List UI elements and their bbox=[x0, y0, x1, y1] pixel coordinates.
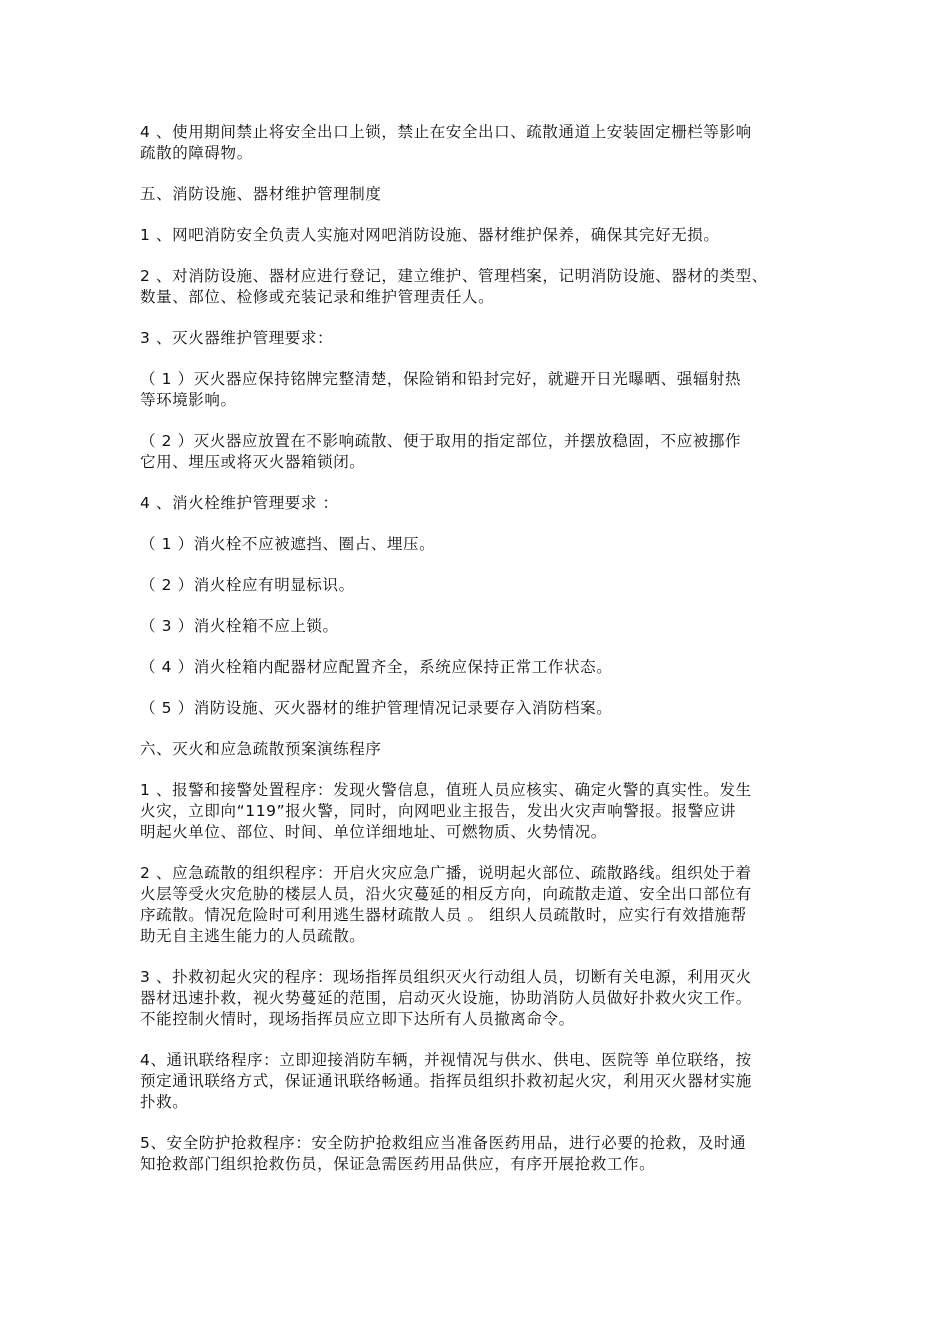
paragraph-line: （ 3 ）消火栓箱不应上锁。 bbox=[140, 617, 339, 635]
paragraph-line: 等环境影响。 bbox=[140, 391, 237, 409]
paragraph-line: 3 、扑救初起火灾的程序：现场指挥员组织灭火行动组人员，切断有关电源，利用灭火 bbox=[140, 968, 752, 986]
paragraph bbox=[140, 698, 830, 719]
paragraph-line: 六、灭火和应急疏散预案演练程序 bbox=[140, 740, 382, 758]
paragraph-line: 预定通讯联络方式，保证通讯联络畅通。指挥员组织扑救初起火灾，利用灭火器材实施 bbox=[140, 1072, 752, 1090]
paragraph-line: （ 5 ）消防设施、灭火器材的维护管理情况记录要存入消防档案。 bbox=[140, 699, 613, 717]
paragraph-line: 2 、对消防设施、器材应进行登记，建立维护、管理档案，记明消防设施、器材的类型、 bbox=[140, 267, 768, 285]
paragraph bbox=[140, 967, 830, 1030]
paragraph-line: 5、安全防护抢救程序：安全防护抢救组应当准备医药用品，进行必要的抢救，及时通 bbox=[140, 1134, 747, 1152]
paragraph bbox=[140, 369, 830, 411]
paragraph-line: （ 1 ）灭火器应保持铭牌完整清楚，保险销和铅封完好，就避开日光曝晒、强辐射热 bbox=[140, 370, 742, 388]
paragraph-line: 明起火单位、部位、时间、单位详细地址、可燃物质、火势情况。 bbox=[140, 823, 607, 841]
paragraph-line: 助无自主逃生能力的人员疏散。 bbox=[140, 927, 366, 945]
paragraph-line: 疏散的障碍物。 bbox=[140, 144, 253, 162]
paragraph-line: 1 、网吧消防安全负责人实施对网吧消防设施、器材维护保养，确保其完好无损。 bbox=[140, 226, 720, 244]
document-body bbox=[140, 122, 830, 1195]
paragraph bbox=[140, 739, 830, 760]
paragraph-line: 2 、应急疏散的组织程序：开启火灾应急广播，说明起火部位、疏散路线。组织处于着 bbox=[140, 864, 752, 882]
paragraph bbox=[140, 616, 830, 637]
paragraph-line: 4 、消火栓维护管理要求 ： bbox=[140, 494, 339, 512]
paragraph-line: 器材迅速扑救，视火势蔓延的范围，启动灭火设施，协助消防人员做好扑救火灾工作。 bbox=[140, 989, 752, 1007]
paragraph bbox=[140, 122, 830, 164]
paragraph bbox=[140, 184, 830, 205]
paragraph-line: 4 、使用期间禁止将安全出口上锁，禁止在安全出口、疏散通道上安装固定栅栏等影响 bbox=[140, 123, 752, 141]
paragraph bbox=[140, 493, 830, 514]
paragraph-line: 数量、部位、检修或充装记录和维护管理责任人。 bbox=[140, 288, 495, 306]
paragraph bbox=[140, 863, 830, 947]
paragraph-line: （ 4 ）消火栓箱内配器材应配置齐全，系统应保持正常工作状态。 bbox=[140, 658, 613, 676]
paragraph-line: （ 2 ）灭火器应放置在不影响疏散、便于取用的指定部位，并摆放稳固，不应被挪作 bbox=[140, 432, 742, 450]
paragraph bbox=[140, 534, 830, 555]
paragraph-line: 火层等受火灾危胁的楼层人员，沿火灾蔓延的相反方向，向疏散走道、安全出口部位有 bbox=[140, 885, 752, 903]
paragraph bbox=[140, 328, 830, 349]
paragraph bbox=[140, 225, 830, 246]
paragraph bbox=[140, 575, 830, 596]
paragraph-line: （ 1 ）消火栓不应被遮挡、圈占、埋压。 bbox=[140, 535, 436, 553]
paragraph bbox=[140, 431, 830, 473]
paragraph-line: 1 、报警和接警处置程序：发现火警信息，值班人员应核实、确定火警的真实性。发生 bbox=[140, 781, 752, 799]
paragraph-line: 五、消防设施、器材维护管理制度 bbox=[140, 185, 382, 203]
paragraph-line: 扑救。 bbox=[140, 1093, 189, 1111]
paragraph bbox=[140, 266, 830, 308]
paragraph-line: 火灾，立即向“119”报火警，同时，向网吧业主报告，发出火灾声响警报。报警应讲 bbox=[140, 802, 737, 820]
paragraph-line: （ 2 ）消火栓应有明显标识。 bbox=[140, 576, 355, 594]
paragraph bbox=[140, 1050, 830, 1113]
paragraph-line: 序疏散。情况危险时可利用逃生器材疏散人员 。 组织人员疏散时，应实行有效措施帮 bbox=[140, 906, 747, 924]
paragraph-line: 知抢救部门组织抢救伤员，保证急需医药用品供应，有序开展抢救工作。 bbox=[140, 1155, 656, 1173]
paragraph-line: 不能控制火情时，现场指挥员应立即下达所有人员撤离命令。 bbox=[140, 1010, 575, 1028]
paragraph-line: 它用、埋压或将灭火器箱锁闭。 bbox=[140, 453, 366, 471]
paragraph-line: 4、通讯联络程序：立即迎接消防车辆，并视情况与供水、供电、医院等 单位联络，按 bbox=[140, 1051, 752, 1069]
paragraph-line: 3 、灭火器维护管理要求： bbox=[140, 329, 334, 347]
paragraph bbox=[140, 1133, 830, 1175]
paragraph bbox=[140, 657, 830, 678]
paragraph bbox=[140, 780, 830, 843]
